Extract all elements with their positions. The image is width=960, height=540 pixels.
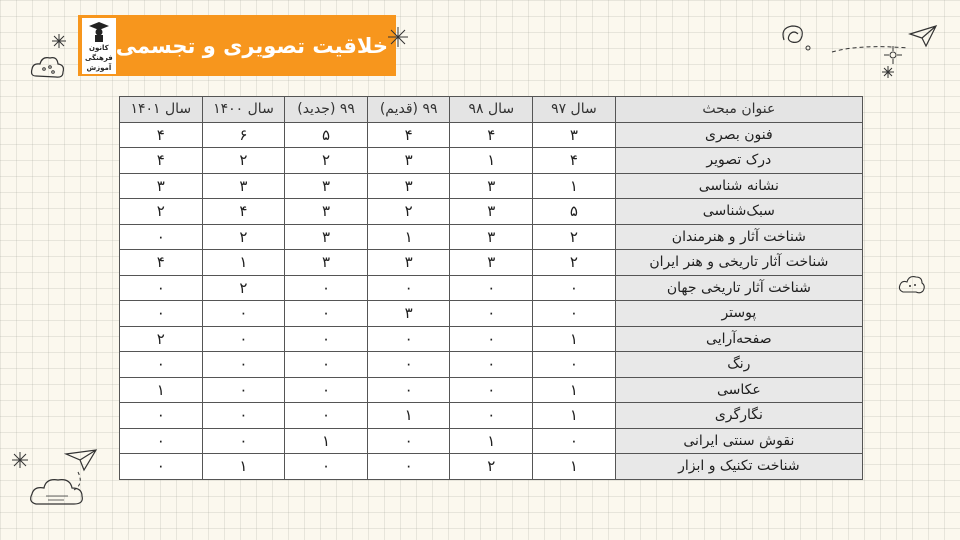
flower-doodle-icon [884, 46, 902, 64]
topic-cell: درک تصویر [615, 148, 862, 174]
count-cell: ۰ [285, 352, 368, 378]
count-cell: ۰ [533, 428, 616, 454]
count-cell: ۰ [450, 377, 533, 403]
slide-title: خلاقیت تصویری و تجسمی [115, 33, 388, 58]
count-cell: ۰ [120, 454, 203, 480]
table-row [120, 454, 863, 480]
graduate-icon [88, 20, 110, 42]
count-cell: ۱ [533, 403, 616, 429]
count-cell: ۱ [285, 428, 368, 454]
count-cell: ۲ [533, 250, 616, 276]
table-row [120, 403, 863, 429]
count-cell: ۳ [285, 199, 368, 225]
count-cell: ۰ [202, 301, 285, 327]
count-cell: ۲ [450, 454, 533, 480]
count-cell: ۴ [202, 199, 285, 225]
topics-table [119, 96, 863, 480]
count-cell: ۰ [450, 352, 533, 378]
count-cell: ۰ [120, 224, 203, 250]
count-cell: ۰ [533, 301, 616, 327]
count-cell: ۴ [367, 122, 450, 148]
count-cell: ۰ [533, 352, 616, 378]
count-cell: ۲ [202, 224, 285, 250]
count-cell: ۱ [202, 454, 285, 480]
topic-cell: شناخت آثار و هنرمندان [615, 224, 862, 250]
topic-cell: عکاسی [615, 377, 862, 403]
topic-cell: فنون بصری [615, 122, 862, 148]
table-row [120, 224, 863, 250]
count-cell: ۰ [367, 352, 450, 378]
count-cell: ۱ [367, 224, 450, 250]
count-cell: ۴ [120, 250, 203, 276]
topic-cell: شناخت آثار تاریخی جهان [615, 275, 862, 301]
count-cell: ۰ [367, 275, 450, 301]
table-row [120, 199, 863, 225]
logo-line2: فرهنگی [84, 53, 113, 62]
header-year-99-new: ۹۹ (جدید) [285, 97, 368, 123]
header-topic: عنوان مبحث [615, 97, 862, 123]
table-row [120, 326, 863, 352]
count-cell: ۰ [120, 301, 203, 327]
cloud-doodle-right-icon [898, 272, 926, 298]
count-cell: ۰ [285, 377, 368, 403]
sparkle-icon [52, 34, 66, 48]
topic-cell: رنگ [615, 352, 862, 378]
table-header-row [120, 97, 863, 123]
count-cell: ۴ [450, 122, 533, 148]
count-cell: ۱ [533, 377, 616, 403]
count-cell: ۰ [285, 326, 368, 352]
table-row [120, 148, 863, 174]
count-cell: ۰ [202, 428, 285, 454]
count-cell: ۳ [450, 173, 533, 199]
logo [82, 18, 116, 74]
count-cell: ۴ [533, 148, 616, 174]
count-cell: ۳ [367, 148, 450, 174]
paper-plane-icon [908, 24, 938, 48]
star-doodle-icon [388, 27, 408, 47]
count-cell: ۱ [120, 377, 203, 403]
sparkle-bottom-icon [12, 452, 28, 468]
header-year-1401: سال ۱۴۰۱ [120, 97, 203, 123]
count-cell: ۳ [285, 173, 368, 199]
logo-line3: آموزش [86, 63, 112, 72]
small-star-icon [882, 66, 894, 78]
count-cell: ۱ [533, 454, 616, 480]
count-cell: ۴ [120, 148, 203, 174]
count-cell: ۳ [450, 250, 533, 276]
count-cell: ۱ [533, 326, 616, 352]
header-year-98: سال ۹۸ [450, 97, 533, 123]
count-cell: ۰ [285, 403, 368, 429]
header-year-99-old: ۹۹ (قدیم) [367, 97, 450, 123]
logo-line1: کانون [89, 43, 109, 52]
count-cell: ۳ [202, 173, 285, 199]
count-cell: ۲ [120, 199, 203, 225]
count-cell: ۳ [367, 250, 450, 276]
swirl-doodle-icon [778, 20, 812, 54]
table-row [120, 122, 863, 148]
header-year-1400: سال ۱۴۰۰ [202, 97, 285, 123]
count-cell: ۱ [367, 403, 450, 429]
count-cell: ۳ [120, 173, 203, 199]
topic-cell: شناخت آثار تاریخی و هنر ایران [615, 250, 862, 276]
count-cell: ۰ [202, 403, 285, 429]
count-cell: ۲ [533, 224, 616, 250]
count-cell: ۲ [202, 148, 285, 174]
count-cell: ۰ [120, 352, 203, 378]
count-cell: ۱ [450, 428, 533, 454]
count-cell: ۱ [533, 173, 616, 199]
count-cell: ۳ [285, 250, 368, 276]
table-row [120, 301, 863, 327]
count-cell: ۰ [120, 428, 203, 454]
count-cell: ۳ [450, 224, 533, 250]
count-cell: ۳ [285, 224, 368, 250]
count-cell: ۴ [120, 122, 203, 148]
count-cell: ۰ [120, 403, 203, 429]
count-cell: ۰ [450, 403, 533, 429]
count-cell: ۰ [202, 377, 285, 403]
count-cell: ۳ [450, 199, 533, 225]
count-cell: ۲ [120, 326, 203, 352]
count-cell: ۵ [533, 199, 616, 225]
count-cell: ۰ [285, 275, 368, 301]
count-cell: ۰ [367, 454, 450, 480]
count-cell: ۰ [367, 377, 450, 403]
count-cell: ۲ [202, 275, 285, 301]
table-row [120, 377, 863, 403]
count-cell: ۳ [367, 301, 450, 327]
table-row [120, 275, 863, 301]
count-cell: ۰ [367, 428, 450, 454]
cloud-doodle-icon [30, 52, 66, 84]
count-cell: ۵ [285, 122, 368, 148]
header-year-97: سال ۹۷ [533, 97, 616, 123]
topic-cell: شناخت تکنیک و ابزار [615, 454, 862, 480]
exam-topics-table [119, 96, 863, 480]
table-row [120, 352, 863, 378]
count-cell: ۱ [202, 250, 285, 276]
topic-cell: صفحه‌آرایی [615, 326, 862, 352]
topic-cell: نگارگری [615, 403, 862, 429]
title-banner [78, 15, 396, 76]
count-cell: ۳ [533, 122, 616, 148]
count-cell: ۰ [450, 275, 533, 301]
cloud-doodle-bottom-icon [28, 470, 88, 510]
topic-cell: نقوش سنتی ایرانی [615, 428, 862, 454]
count-cell: ۲ [285, 148, 368, 174]
topic-cell: نشانه شناسی [615, 173, 862, 199]
count-cell: ۰ [202, 352, 285, 378]
count-cell: ۶ [202, 122, 285, 148]
count-cell: ۲ [367, 199, 450, 225]
count-cell: ۰ [285, 301, 368, 327]
count-cell: ۰ [450, 326, 533, 352]
count-cell: ۰ [202, 326, 285, 352]
topic-cell: سبک‌شناسی [615, 199, 862, 225]
count-cell: ۰ [533, 275, 616, 301]
table-row [120, 250, 863, 276]
topic-cell: پوستر [615, 301, 862, 327]
paper-plane-bottom-icon [64, 448, 98, 472]
count-cell: ۱ [450, 148, 533, 174]
count-cell: ۳ [367, 173, 450, 199]
table-body [120, 122, 863, 479]
count-cell: ۰ [450, 301, 533, 327]
count-cell: ۰ [120, 275, 203, 301]
table-row [120, 428, 863, 454]
count-cell: ۰ [285, 454, 368, 480]
count-cell: ۰ [367, 326, 450, 352]
table-row [120, 173, 863, 199]
